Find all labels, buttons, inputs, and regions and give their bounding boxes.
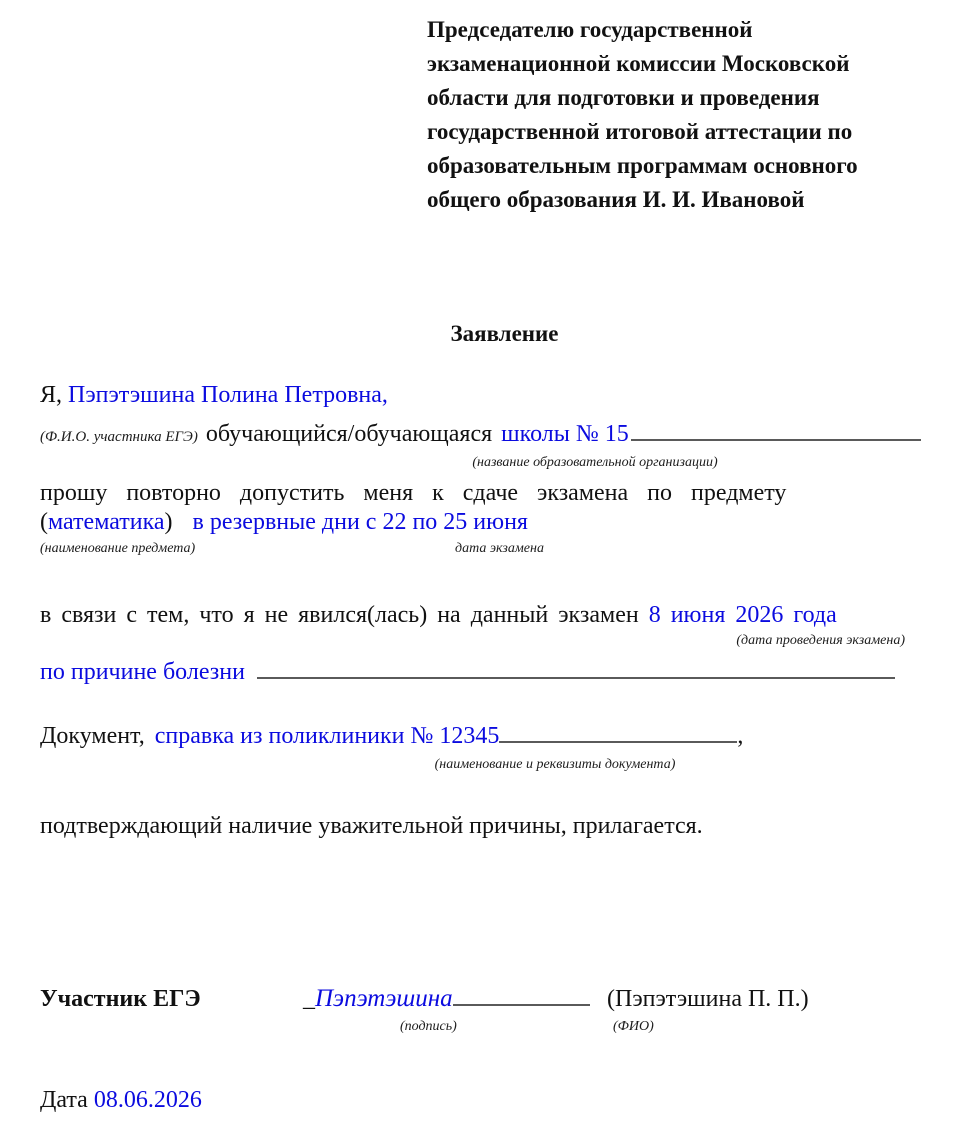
school-line (40, 420, 921, 449)
subject-value: математика (48, 509, 165, 535)
document-comma: , (737, 723, 744, 749)
subject-paren-close: ) (164, 509, 173, 535)
exam-date-caption-small: дата экзамена (455, 541, 544, 556)
school-value: школы № 15 (501, 421, 629, 447)
document-value: справка из поликлиники № 12345 (154, 723, 500, 749)
fio-small-caption: (ФИО) (613, 1019, 654, 1034)
applicant-name-line (40, 381, 388, 410)
signature-caption: (подпись) (400, 1019, 457, 1034)
document-label: Документ, (40, 723, 145, 749)
document-line (40, 722, 743, 751)
addressee-line: экзаменационной комиссии Московской (427, 51, 850, 76)
subject-paren-open: ( (40, 509, 48, 535)
reason-value: по причине болезни (40, 659, 245, 685)
addressee-line: государственной итоговой аттестации по (427, 119, 853, 144)
subject-caption: (наименование предмета) (40, 541, 196, 556)
addressee-line: Председателю государственной (427, 17, 753, 42)
org-caption: (название образовательной организации) (472, 455, 718, 470)
fio-caption: (Ф.И.О. участника ЕГЭ) (40, 429, 198, 445)
signature-blank-line (453, 1002, 590, 1006)
closing-line: подтверждающий наличие уважительной причины, прилагается. (40, 813, 703, 839)
reason-line (40, 658, 895, 687)
date-value: 08.06.2026 (93, 1087, 202, 1113)
date-label: Дата (40, 1087, 88, 1113)
exam-date-value: 8 июня 2026 года (648, 602, 837, 628)
participant-label: Участник ЕГЭ (40, 986, 201, 1012)
document-blank-line (499, 739, 737, 743)
applicant-prefix: Я, (40, 382, 63, 408)
reserve-dates-value: в резервные дни с 22 по 25 июня (192, 509, 528, 535)
addressee-block (427, 13, 953, 217)
student-label: обучающийся/обучающаяся (205, 421, 493, 447)
school-blank-line (631, 437, 921, 441)
subject-line (40, 508, 528, 537)
request-line: прошу повторно допустить меня к сдаче экзамена по предмету (40, 480, 787, 506)
signature-row (40, 985, 921, 1014)
addressee-line: общего образования И. И. Ивановой (427, 187, 805, 212)
signature-field (303, 985, 590, 1014)
signature-underscore: _ (303, 986, 315, 1012)
document-title: Заявление (450, 321, 559, 346)
absence-text: в связи с тем, что я не явился(лась) на данный экзамен (40, 602, 639, 628)
absence-line (40, 601, 837, 630)
applicant-full-name-value: Пэпэтэшина Полина Петровна, (68, 382, 388, 408)
exam-date-caption: (дата проведения экзамена) (736, 633, 905, 648)
participant-printed-name: (Пэпэтэшина П. П.) (607, 986, 809, 1012)
reason-blank-line (257, 675, 895, 679)
addressee-line: области для подготовки и проведения (427, 85, 820, 110)
date-line (40, 1086, 202, 1115)
addressee-line: образовательным программам основного (427, 153, 858, 178)
document-caption: (наименование и реквизиты документа) (434, 757, 676, 772)
signature-value: Пэпэтэшина (315, 985, 453, 1012)
